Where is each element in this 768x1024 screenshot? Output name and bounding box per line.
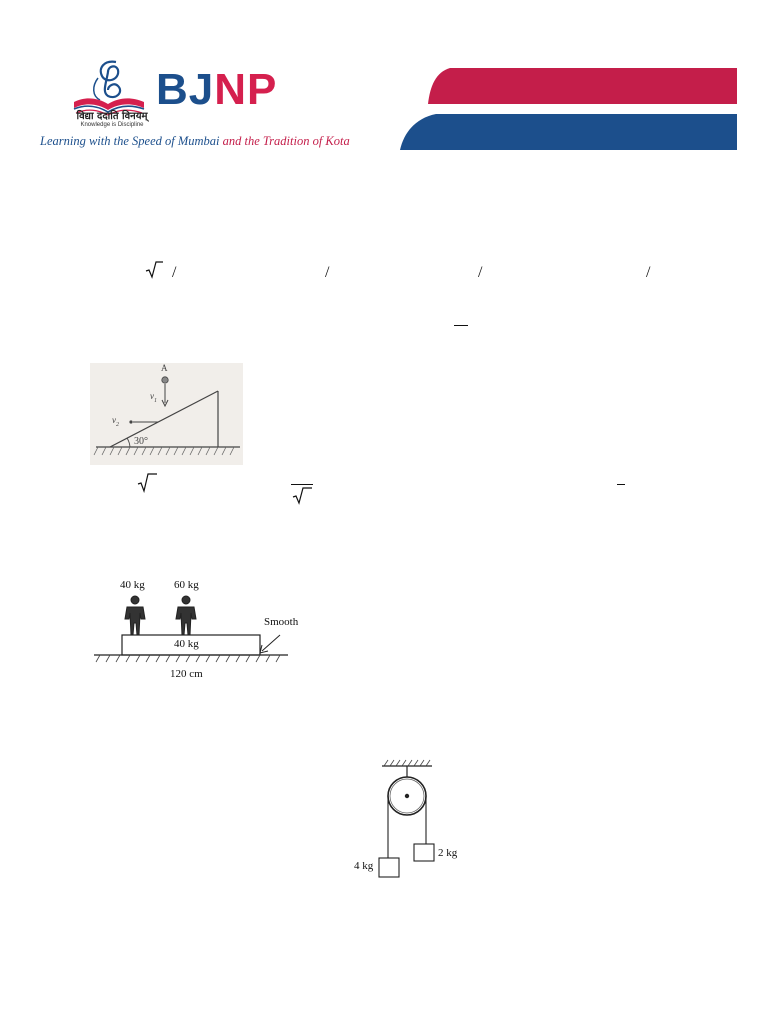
sqrt-symbol [292,487,312,510]
right-block-mass-label: 2 kg [438,847,458,859]
v1-label [150,391,157,404]
incline-figure [90,363,243,465]
motto-english: Knowledge is Discipline [80,122,144,128]
smooth-surface-label: Smooth [264,616,299,628]
fraction-bar [454,325,468,326]
v1-subscript: 1 [154,397,157,404]
person-2-icon [176,596,196,635]
person-2-mass-label: 60 kg [174,579,199,591]
person-1-icon [125,596,145,635]
slash-symbol: / [646,264,651,281]
tagline [40,134,350,149]
person-1-mass-label: 40 kg [120,579,145,591]
angle-label: 30° [134,436,148,447]
tagline-part1: Learning with the Speed of Mumbai [40,134,220,148]
fraction-bar [291,484,313,485]
plank-mass-label: 40 kg [174,638,199,650]
slash-symbol: / [325,264,330,281]
slash-symbol: / [172,264,177,281]
slash-symbol: / [478,264,483,281]
sqrt-symbol [145,261,163,284]
brand-name-right: NP [214,65,278,114]
v2-symbol: v [112,415,116,425]
brand-name-left: BJ [156,65,215,114]
plank-figure [90,575,310,685]
plank-length-label: 120 cm [170,668,203,680]
v1-symbol: v [150,391,154,401]
tagline-part2: and the Tradition of Kota [222,134,350,148]
brand-name [156,65,278,114]
pulley-figure [350,756,470,886]
header-banner [400,68,737,150]
point-a-label: A [161,363,168,373]
sqrt-symbol [137,473,157,498]
v2-label [112,415,119,428]
fraction-bar [617,484,625,485]
hindi-motto: विद्या ददाति विनयम् [76,111,148,122]
left-block-mass-label: 4 kg [354,860,374,872]
v2-subscript: 2 [116,421,119,428]
